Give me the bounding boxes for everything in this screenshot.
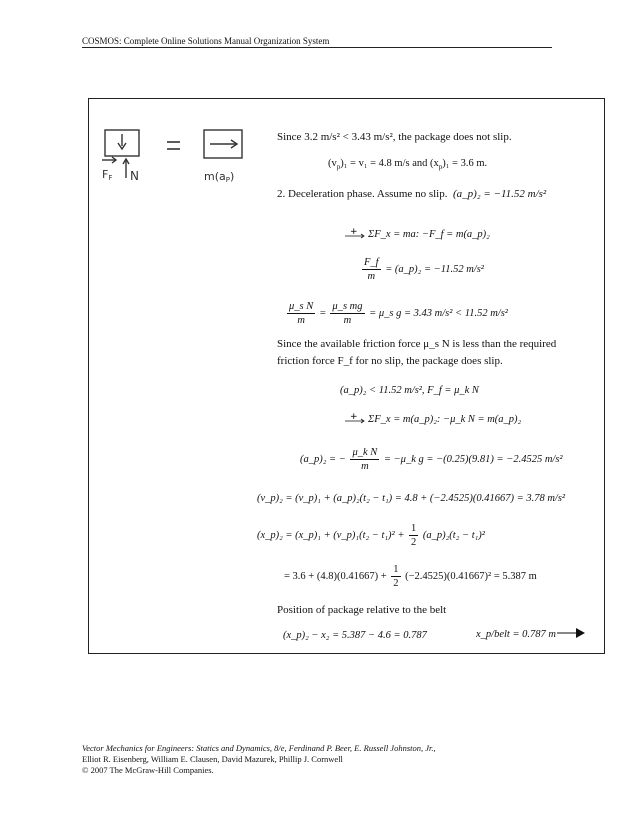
- force-equation-1: ΣF_x = ma: −F_f = m(a_p)₂: [368, 229, 490, 240]
- friction-label: FF: [102, 168, 113, 182]
- equals-sign: [167, 142, 180, 149]
- footer-line-3: © 2007 The McGraw-Hill Companies.: [82, 765, 214, 775]
- answer-arrow-icon: [556, 627, 586, 639]
- force-equation-2: ΣF_x = m(a_p)₂: −μ_k N = m(a_p)₂: [368, 414, 522, 425]
- svg-text:+: +: [350, 227, 358, 237]
- position-equation: (x_p)₂ = (x_p)₁ + (v_p)₁(t₂ − t₁)² + $\frac{1}{2}$ (a_p)₂(t₂ − t₁)²: [257, 523, 485, 548]
- page-footer: [82, 743, 436, 776]
- deceleration-heading: 2. Deceleration phase. Assume no slip. (a_p)₂ = −11.52 m/s²: [277, 188, 547, 200]
- footer-line-1: Vector Mechanics for Engineers: Statics and Dynamics, 8/e, Ferdinand P. Beer, E. Russell Johnston, Jr.,: [82, 743, 436, 753]
- position-numeric: = 3.6 + (4.8)(0.41667) + $\frac{1}{2}$ (−2.4525)(0.41667)² = 5.387 m: [284, 564, 537, 589]
- svg-text:+: +: [350, 412, 358, 422]
- static-friction-check: $\frac{\text{μ\_s N}}{m}$ = $\frac{\text{μ\_s mg}}{m}$ = μ_s g = 3.43 m/s² < 11.52 m/s²: [289, 301, 508, 326]
- friction-ratio-equation: $\frac{F\_f}{m}$ = (a_p)₂ = −11.52 m/s²: [364, 257, 484, 282]
- initial-values: $(v_p)_1 = v_1 = 4.8$ m/s and $(x_p)_1 = 3.6$ m.: [328, 158, 488, 172]
- positive-direction-icon-2: [344, 412, 366, 424]
- slip-paragraph-line-2: friction force F_f for no slip, the package does slip.: [277, 355, 503, 367]
- final-answer: x_p/belt = 0.787 m: [476, 629, 556, 640]
- position-heading: Position of package relative to the belt: [277, 604, 447, 616]
- no-slip-statement: Since 3.2 m/s² < 3.43 m/s², the package does not slip.: [277, 131, 512, 143]
- inertia-label: m(aP): [204, 170, 235, 184]
- right-box: [204, 130, 242, 158]
- slip-paragraph-line-1: Since the available friction force μ_s N is less than the required: [277, 338, 557, 350]
- page-header: COSMOS: Complete Online Solutions Manual Organization System: [82, 36, 552, 48]
- free-body-diagram: [100, 128, 250, 190]
- relative-position-equation: (x_p)₂ − x₂ = 5.387 − 4.6 = 0.787: [283, 630, 427, 641]
- positive-direction-icon: [344, 227, 366, 239]
- kinetic-friction-relation: (a_p)₂ < 11.52 m/s², F_f = μ_k N: [340, 385, 479, 396]
- footer-line-2: Elliot R. Eisenberg, William E. Clausen, David Mazurek, Phillip J. Cornwell: [82, 754, 343, 764]
- normal-label: N: [130, 169, 139, 183]
- left-box: [105, 130, 139, 156]
- velocity-equation: (v_p)₂ = (v_p)₁ + (a_p)₂(t₂ − t₁) = 4.8 + (−2.4525)(0.41667) = 3.78 m/s²: [257, 493, 566, 504]
- deceleration-equation: (a_p)₂ = − $\frac{\text{μ\_k N}}{m}$ = −μ_k g = −(0.25)(9.81) = −2.4525 m/s²: [300, 447, 563, 472]
